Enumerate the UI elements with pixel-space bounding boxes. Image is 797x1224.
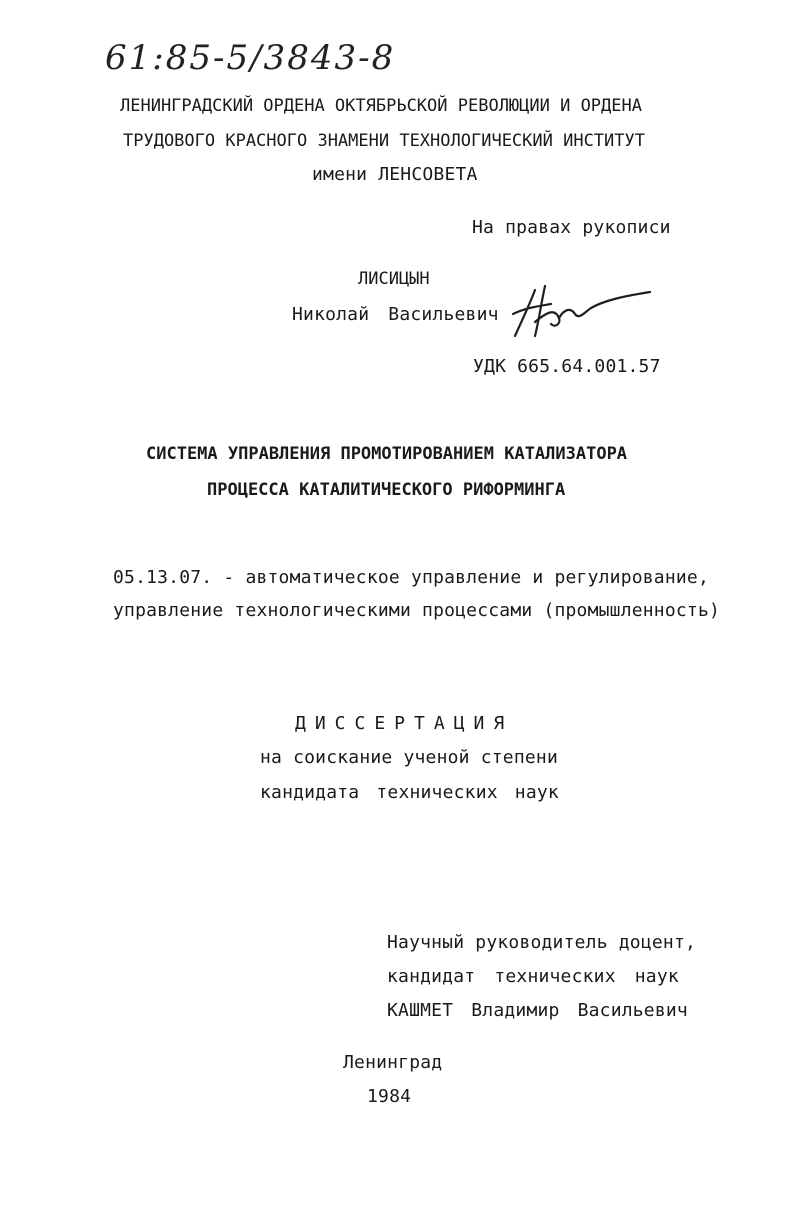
- author-signature: [505, 278, 655, 348]
- institution-line-1: ЛЕНИНГРАДСКИЙ ОРДЕНА ОКТЯБРЬСКОЙ РЕВОЛЮЦИИ И ОРДЕНА: [120, 96, 642, 116]
- city: Ленинград: [343, 1052, 443, 1073]
- institution-line-3: имени ЛЕНСОВЕТА: [312, 164, 478, 185]
- title-line-1: СИСТЕМА УПРАВЛЕНИЯ ПРОМОТИРОВАНИЕМ КАТАЛИЗАТОРА: [146, 444, 628, 464]
- degree-heading: ДИССЕРТАЦИЯ: [295, 713, 514, 734]
- supervisor-line-2: кандидат технических наук: [387, 966, 679, 987]
- specialty-line-2: управление технологическими процессами (промышленность): [113, 600, 721, 621]
- archive-number-handwritten: 61:85-5/3843-8: [105, 38, 396, 78]
- degree-line-2: кандидата технических наук: [260, 782, 559, 803]
- title-line-2: ПРОЦЕССА КАТАЛИТИЧЕСКОГО РИФОРМИНГА: [207, 480, 566, 500]
- manuscript-note: На правах рукописи: [472, 217, 671, 238]
- supervisor-line-3: КАШМЕТ Владимир Васильевич: [387, 1000, 688, 1021]
- author-surname: ЛИСИЦЫН: [358, 269, 430, 289]
- udc-code: УДК 665.64.001.57: [473, 356, 661, 377]
- degree-line-1: на соискание ученой степени: [260, 747, 558, 768]
- institution-line-2: ТРУДОВОГО КРАСНОГО ЗНАМЕНИ ТЕХНОЛОГИЧЕСКИЙ ИНСТИТУТ: [123, 131, 645, 151]
- year: 1984: [367, 1086, 412, 1107]
- specialty-line-1: 05.13.07. - автоматическое управление и регулирование,: [113, 567, 709, 588]
- supervisor-line-1: Научный руководитель доцент,: [387, 932, 697, 953]
- author-given-names: Николай Васильевич: [292, 304, 499, 325]
